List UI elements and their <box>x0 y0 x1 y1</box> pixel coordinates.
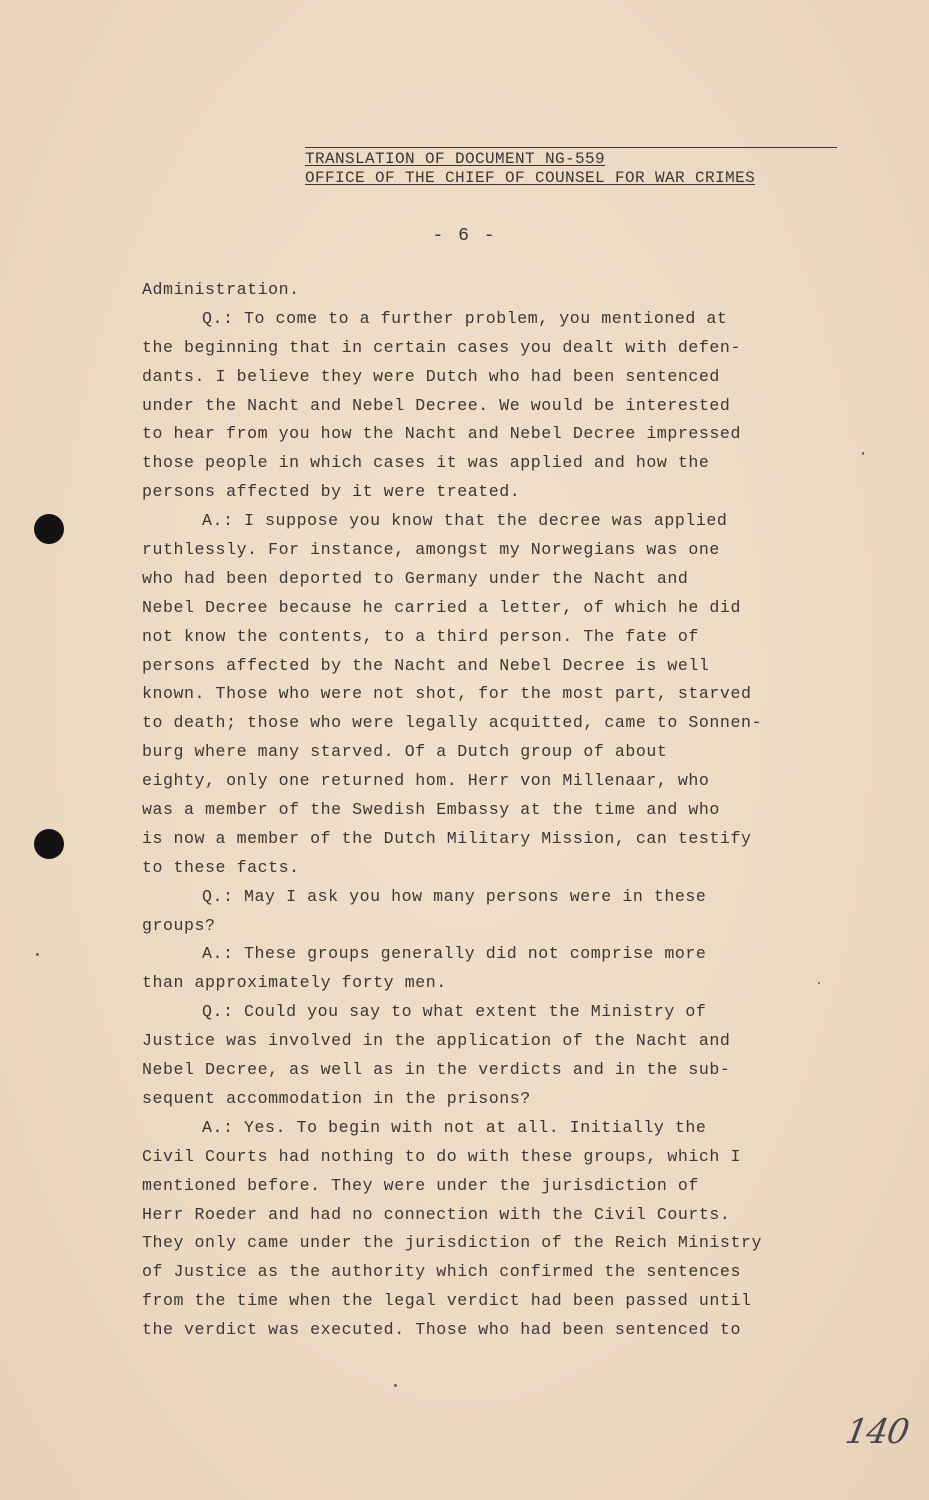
text-line: dants. I believe they were Dutch who had been sentenced <box>142 366 720 386</box>
punch-hole-top <box>34 514 64 544</box>
text-line: from the time when the legal verdict had been passed until <box>142 1291 752 1311</box>
text-line: Nebel Decree, as well as in the verdicts and in the sub- <box>142 1060 731 1080</box>
text-line: than approximately forty men. <box>142 973 447 993</box>
header-translation-line: TRANSLATION OF DOCUMENT NG-559 <box>305 150 606 168</box>
body-text <box>142 276 847 1345</box>
paper-speck <box>862 452 864 455</box>
text-line: of Justice as the authority which confirmed the sentences <box>142 1262 741 1282</box>
punch-hole-bottom <box>34 829 64 859</box>
text-line: groups? <box>142 915 216 935</box>
text-line: Herr Roeder and had no connection with the Civil Courts. <box>142 1204 731 1224</box>
text-line: known. Those who were not shot, for the most part, starved <box>142 684 752 704</box>
paper-speck <box>818 982 820 984</box>
handwritten-page-number: 140 <box>842 1412 912 1452</box>
text-line: Civil Courts had nothing to do with these groups, which I <box>142 1146 741 1166</box>
text-line: mentioned before. They were under the jurisdiction of <box>142 1175 699 1195</box>
text-line: Nebel Decree because he carried a letter, of which he did <box>142 597 741 617</box>
document-header <box>305 147 837 188</box>
text-line: Q.: To come to a further problem, you mentioned at <box>202 308 728 328</box>
header-office-line: OFFICE OF THE CHIEF OF COUNSEL FOR WAR CRIMES <box>305 169 756 187</box>
text-line: persons affected by the Nacht and Nebel Decree is well <box>142 655 710 675</box>
text-line: eighty, only one returned hom. Herr von Millenaar, who <box>142 771 710 791</box>
text-line: those people in which cases it was applied and how the <box>142 453 710 473</box>
text-line: is now a member of the Dutch Military Mission, can testify <box>142 828 752 848</box>
text-line: They only came under the jurisdiction of the Reich Ministry <box>142 1233 762 1253</box>
text-line: was a member of the Swedish Embassy at the time and who <box>142 800 720 820</box>
paper-speck <box>394 1384 397 1387</box>
text-line: who had been deported to Germany under the Nacht and <box>142 568 689 588</box>
text-line: under the Nacht and Nebel Decree. We would be interested <box>142 395 731 415</box>
text-line: sequent accommodation in the prisons? <box>142 1088 531 1108</box>
page-number: - 6 - <box>432 226 497 246</box>
text-line: ruthlessly. For instance, amongst my Norwegians was one <box>142 540 720 560</box>
text-line: the verdict was executed. Those who had been sentenced to <box>142 1320 741 1340</box>
text-line: A.: I suppose you know that the decree was applied <box>202 511 728 531</box>
text-line: Justice was involved in the application of the Nacht and <box>142 1031 731 1051</box>
text-line: not know the contents, to a third person. The fate of <box>142 626 699 646</box>
text-line: Q.: May I ask you how many persons were in these <box>202 886 707 906</box>
text-line: Administration. <box>142 280 300 299</box>
text-line: A.: These groups generally did not comprise more <box>202 944 707 964</box>
text-line: burg where many starved. Of a Dutch group of about <box>142 742 668 762</box>
text-line: Q.: Could you say to what extent the Ministry of <box>202 1002 707 1022</box>
text-line: A.: Yes. To begin with not at all. Initially the <box>202 1117 707 1137</box>
text-line: to these facts. <box>142 857 300 877</box>
text-line: to death; those who were legally acquitted, came to Sonnen- <box>142 713 762 733</box>
text-line: persons affected by it were treated. <box>142 482 521 502</box>
text-line: to hear from you how the Nacht and Nebel Decree impressed <box>142 424 741 444</box>
paper-speck <box>36 953 39 956</box>
text-line: the beginning that in certain cases you dealt with defen- <box>142 337 741 357</box>
